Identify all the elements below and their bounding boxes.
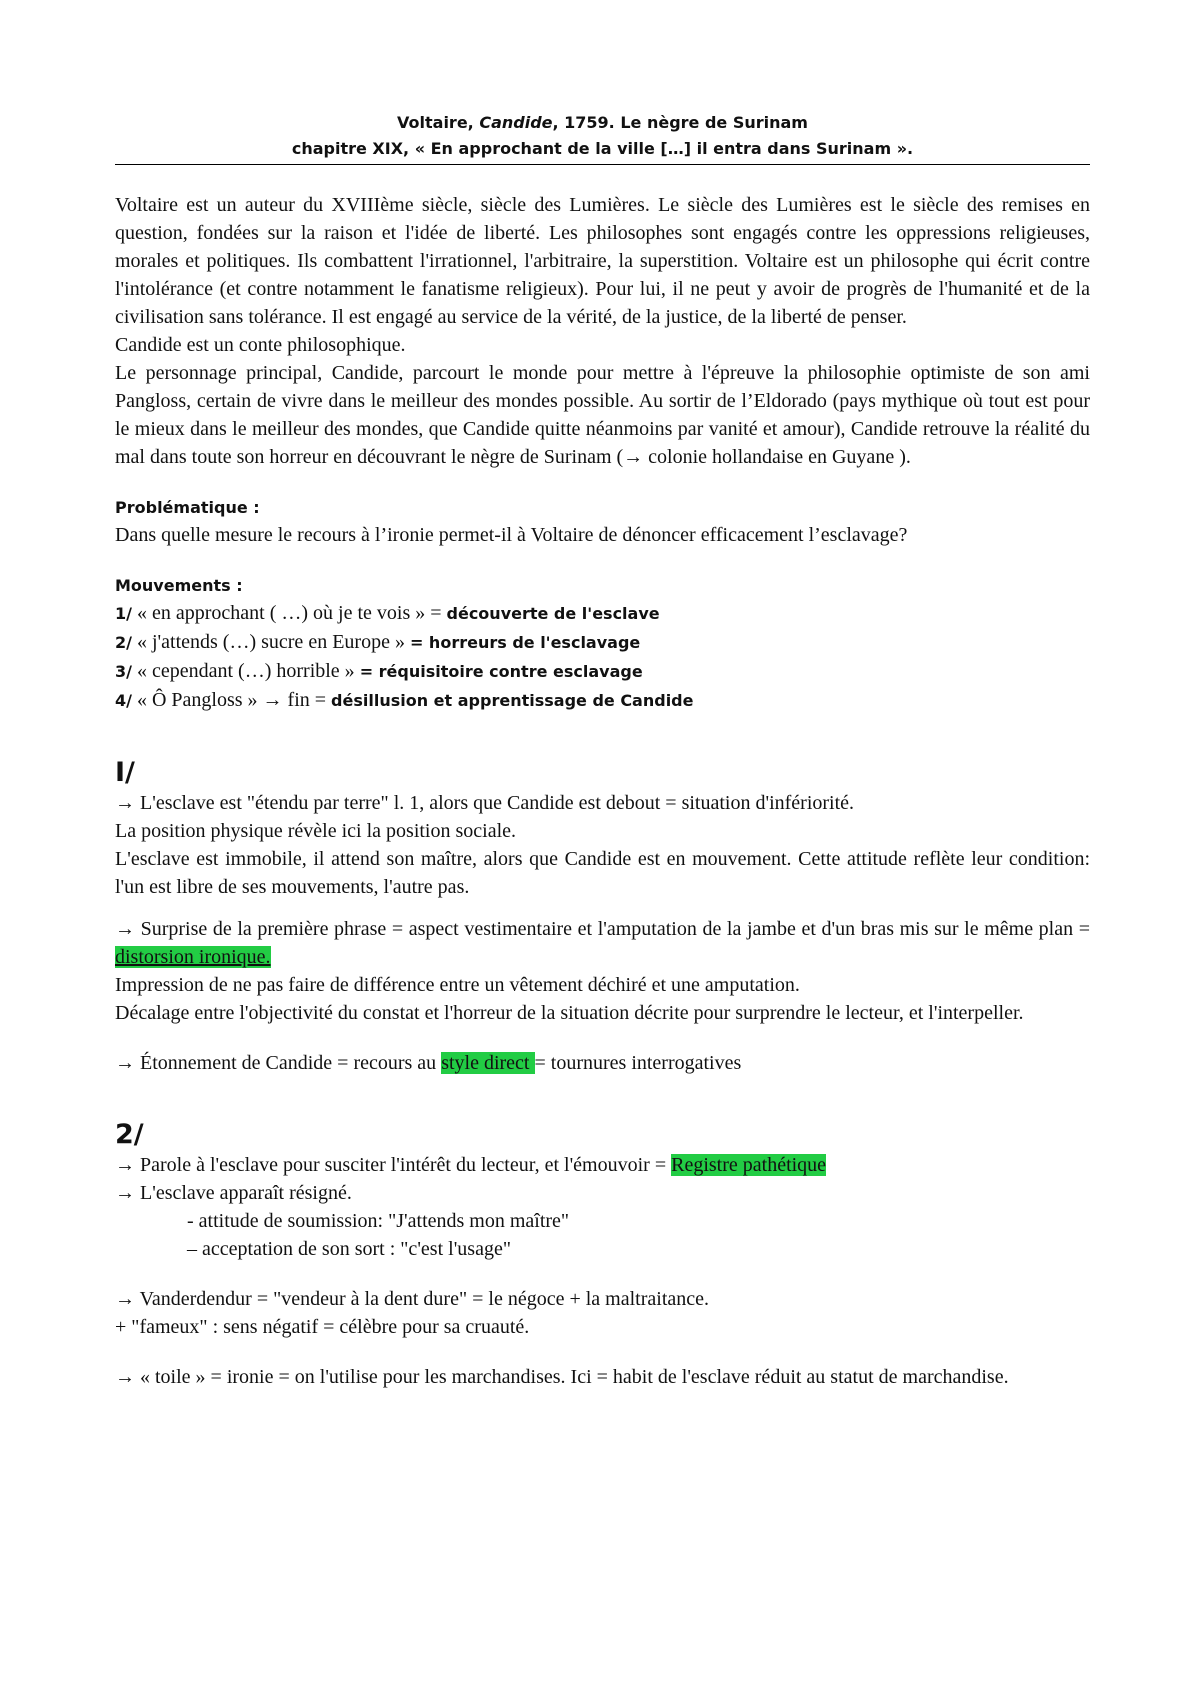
problematique-text: Dans quelle mesure le recours à l’ironie permet-il à Voltaire de dénoncer efficacement l’esclavage? xyxy=(115,524,908,546)
problematique-label: Problématique : xyxy=(115,498,260,517)
intro-paragraph-2: Candide est un conte philosophique. xyxy=(115,334,406,356)
document-header xyxy=(115,110,1090,165)
highlight-style-direct: style direct xyxy=(441,1052,535,1074)
header-subtitle: chapitre XIX, « En approchant de la ville […] il entra dans Surinam ». xyxy=(291,139,914,158)
section-1 xyxy=(115,757,1090,1077)
section-2-para-a: → Parole à l'esclave pour susciter l'intérêt du lecteur, et l'émouvoir = Registre pathétique → L'esclave apparaît résigné. - attitude de soumission: "J'attends mon maître" – acceptation de son sort : "c'est l'usage" xyxy=(115,1154,827,1260)
highlight-distorsion: distorsion ironique. xyxy=(115,946,271,968)
section-2-para-b: → Vanderdendur = "vendeur à la dent dure" = le négoce + la maltraitance. + "fameux" : sens négatif = célèbre pour sa cruauté. xyxy=(115,1288,710,1338)
mouvement-item: 1/ « en approchant ( …) où je te vois » = découverte de l'esclave xyxy=(115,602,660,624)
section-1-para-a: → L'esclave est "étendu par terre" l. 1, alors que Candide est debout = situation d'infériorité. La position physique révèle ici la position sociale. L'esclave est immobile, il attend son maître, alors que Candide est en mouvement. Cette attitude reflète leur condition: l'un est libre de ses mouvements, l'autre pas. xyxy=(115,792,1090,898)
mouvement-item: 3/ « cependant (…) horrible » = réquisitoire contre esclavage xyxy=(115,660,643,682)
mouvement-item: 4/ « Ô Pangloss » → fin = désillusion et apprentissage de Candide xyxy=(115,689,694,711)
document-page xyxy=(115,110,1090,1391)
mouvement-item: 2/ « j'attends (…) sucre en Europe » = horreurs de l'esclavage xyxy=(115,631,641,653)
section-2-title: 2/ xyxy=(115,1119,144,1150)
highlight-registre: Registre pathétique xyxy=(671,1154,827,1176)
introduction xyxy=(115,191,1090,471)
intro-paragraph-1: Voltaire est un auteur du XVIIIème siècle, siècle des Lumières. Le siècle des Lumières est le siècle des remises en question, fondées sur la raison et l'idée de liberté. Les philosophes sont engagés contre les oppressions religieuses, morales et politiques. Ils combattent l'irrationnel, l'arbitraire, la superstition. Voltaire est un philosophe qui écrit contre l'intolérance (et contre notamment le fanatisme religieux). Pour lui, il ne peut y avoir de progrès de l'humanité et de la civilisation sans tolérance. Il est engagé au service de la vérité, de la justice, de la liberté de penser. xyxy=(115,194,1090,328)
problematique-block xyxy=(115,495,1090,549)
header-title: Voltaire, Candide, 1759. Le nègre de Surinam xyxy=(397,113,808,132)
section-1-para-b: → Surprise de la première phrase = aspect vestimentaire et l'amputation de la jambe et d'un bras mis sur le même plan = distorsion ironique. Impression de ne pas faire de différence entre un vêtement déchiré et une amputation. Décalage entre l'objectivité du constat et l'horreur de la situation décrite pour surprendre le lecteur, et l'interpeller. xyxy=(115,918,1090,1024)
section-1-para-c: → Étonnement de Candide = recours au style direct = tournures interrogatives xyxy=(115,1052,742,1074)
mouvements-block xyxy=(115,573,1090,715)
section-2-para-c: → « toile » = ironie = on l'utilise pour les marchandises. Ici = habit de l'esclave réduit au statut de marchandise. xyxy=(115,1366,1009,1388)
intro-paragraph-3: Le personnage principal, Candide, parcourt le monde pour mettre à l'épreuve la philosophie optimiste de son ami Pangloss, certain de vivre dans le meilleur des mondes possible. Au sortir de l’Eldorado (pays mythique où tout est pour le mieux dans le meilleur des mondes, que Candide quitte néanmoins par vanité et amour), Candide retrouve la réalité du mal dans toute son horreur en découvrant le nègre de Surinam (→ colonie hollandaise en Guyane ). xyxy=(115,362,1090,468)
section-1-title: I/ xyxy=(115,757,135,788)
mouvements-label: Mouvements : xyxy=(115,576,243,595)
section-2 xyxy=(115,1119,1090,1391)
